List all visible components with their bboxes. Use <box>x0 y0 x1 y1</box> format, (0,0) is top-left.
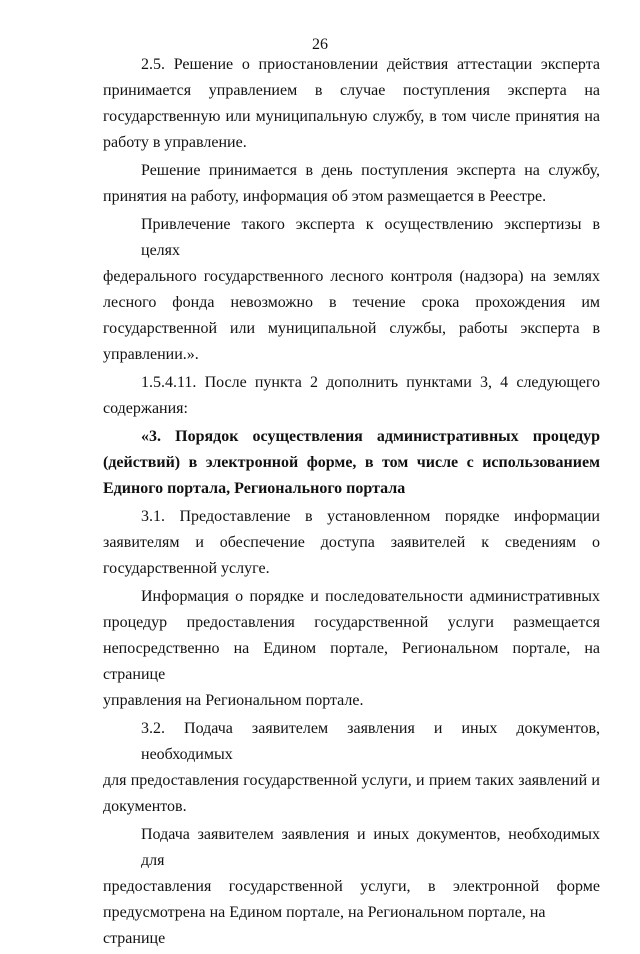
text-line: федерального государственного лесного контроля (надзора) на землях <box>103 268 600 285</box>
section-heading <box>103 424 600 502</box>
text-line: Информация о порядке и последовательности административных <box>141 588 600 605</box>
text-line: предусмотрена на Едином портале, на Региональном портале, на странице <box>103 904 546 947</box>
text-line: для предоставления государственной услуги, и прием таких заявлений и <box>103 772 600 789</box>
text-line: Привлечение такого эксперта к осуществлению экспертизы в целях <box>141 216 600 259</box>
text-line: содержания: <box>103 400 188 417</box>
text-line: «3. Порядок осуществления административных процедур <box>141 428 600 445</box>
paragraph <box>103 370 600 422</box>
text-line: государственной услуге. <box>103 560 270 577</box>
text-line: принятия на работу, информация об этом размещается в Реестре. <box>103 188 547 205</box>
text-line: принимается управлением в случае поступления эксперта на <box>103 82 600 99</box>
text-line: Решение принимается в день поступления эксперта на службу, <box>141 162 600 179</box>
text-line: процедур предоставления государственной услуги размещается <box>103 614 600 631</box>
text-line: 3.1. Предоставление в установленном порядке информации <box>141 508 600 525</box>
document-body <box>103 52 600 954</box>
text-line: заявителям и обеспечение доступа заявителей к сведениям о <box>103 534 600 551</box>
text-line: документов. <box>103 798 187 815</box>
text-line: 1.5.4.11. После пункта 2 дополнить пунктами 3, 4 следующего <box>141 374 600 391</box>
text-line: 2.5. Решение о приостановлении действия аттестации эксперта <box>141 56 600 73</box>
text-line: Подача заявителем заявления и иных документов, необходимых для <box>141 826 600 869</box>
text-line: (действий) в электронной форме, в том числе с использованием <box>103 454 600 471</box>
paragraph <box>103 504 600 582</box>
text-line: работу в управление. <box>103 134 247 151</box>
text-line: государственную или муниципальную службу, в том числе принятия на <box>103 108 600 125</box>
paragraph <box>103 212 600 368</box>
text-line: предоставления государственной услуги, в электронной форме <box>103 878 600 895</box>
paragraph <box>103 52 600 156</box>
paragraph <box>103 158 600 210</box>
text-line: лесного фонда невозможно в течение срока прохождения им <box>103 294 600 311</box>
text-line: государственной или муниципальной службы, работы эксперта в <box>103 320 600 337</box>
text-line: непосредственно на Едином портале, Региональном портале, на странице <box>103 640 600 683</box>
text-line: Единого портала, Регионального портала <box>103 480 406 497</box>
page-number: 26 <box>312 36 328 53</box>
text-line: управлении.». <box>103 346 199 363</box>
paragraph <box>103 716 600 820</box>
text-line: 3.2. Подача заявителем заявления и иных документов, необходимых <box>141 720 600 763</box>
paragraph <box>103 822 600 952</box>
paragraph <box>103 584 600 714</box>
text-line: управления на Региональном портале. <box>103 692 364 709</box>
